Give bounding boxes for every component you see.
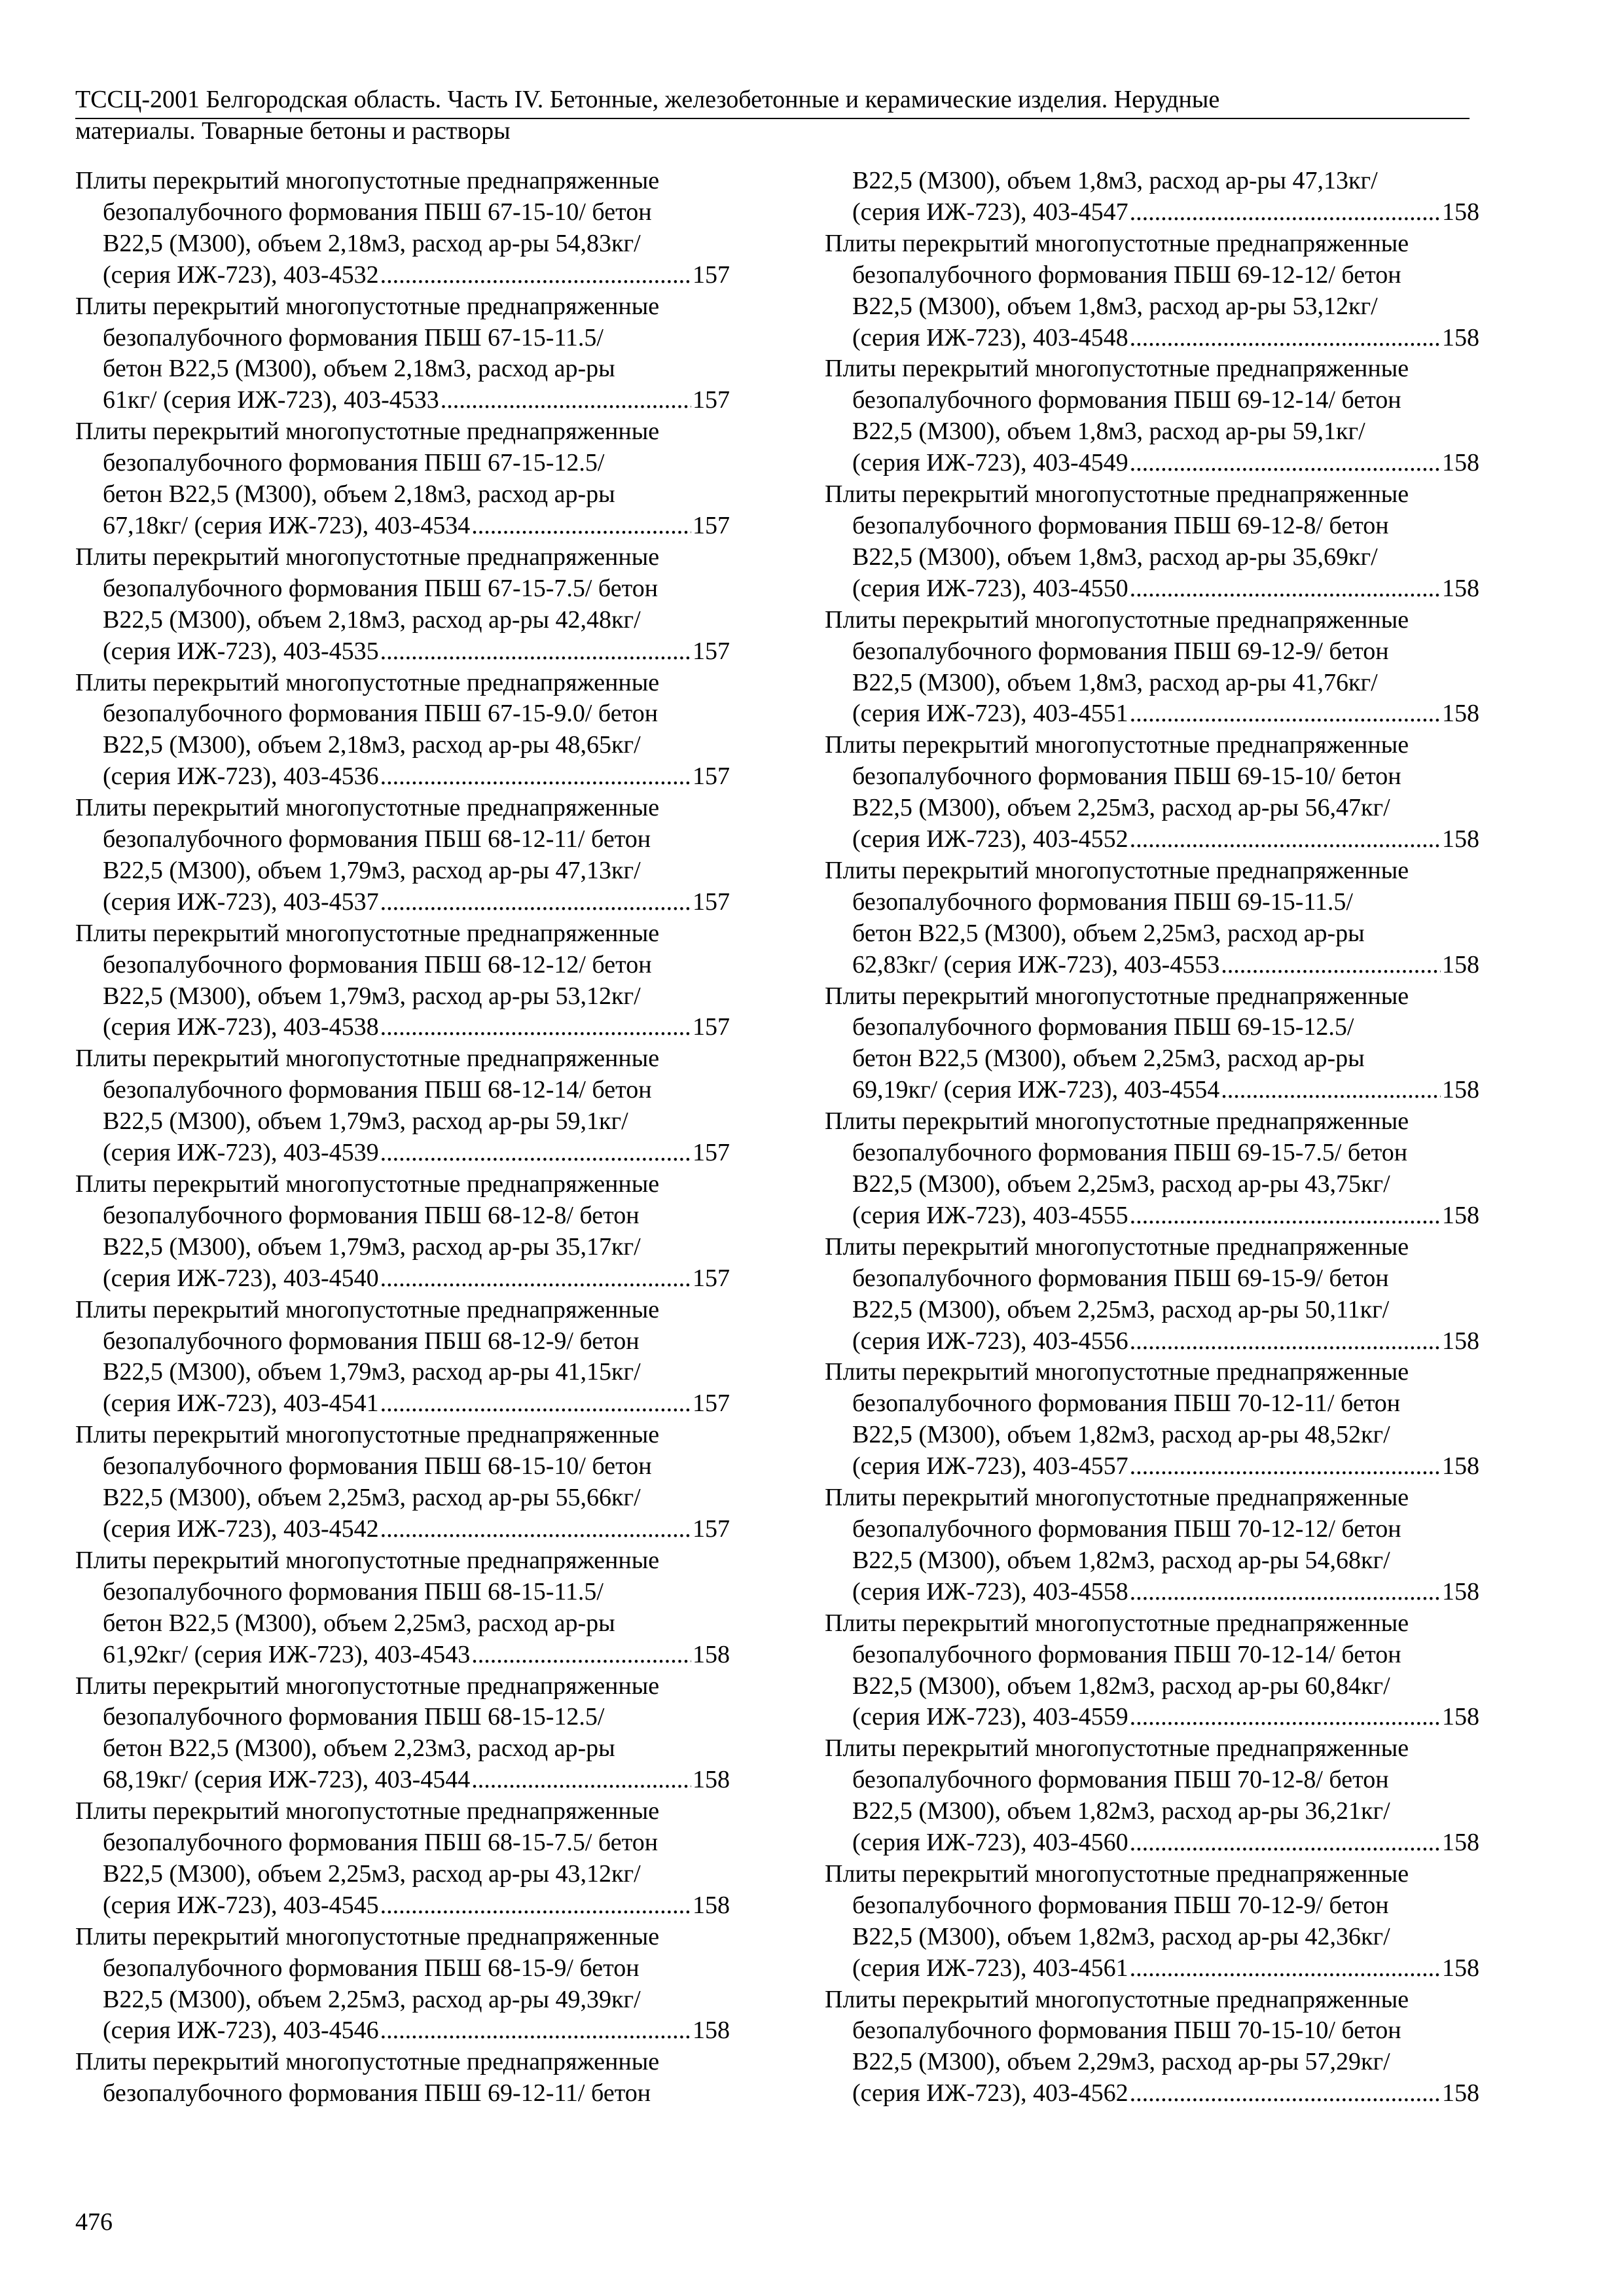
entry-last-line — [825, 323, 1479, 354]
entry-text: безопалубочного формования ПБШ 69-15-11.5/ — [852, 888, 1353, 916]
entry-text: (серия ИЖ-723), 403-4562 — [852, 2079, 1128, 2108]
entry-text: бетон В22,5 (М300), объем 2,25м3, расход ар-ры — [103, 1609, 615, 1637]
dot-leader — [380, 636, 691, 668]
entry-last-line — [75, 1514, 730, 1545]
dot-leader — [380, 2015, 691, 2047]
entry-text: В22,5 (М300), объем 2,18м3, расход ар-ры 54,83кг/ — [103, 229, 641, 257]
entry-text: безопалубочного формования ПБШ 69-12-14/ бетон — [852, 386, 1401, 414]
dot-leader — [1130, 824, 1441, 855]
entry-text: Плиты перекрытий многопустотные преднапряженные — [75, 919, 660, 947]
index-entry — [825, 1106, 1479, 1232]
entry-last-line — [75, 511, 730, 542]
entry-text: 67,18кг/ (серия ИЖ-723), 403-4534 — [103, 511, 471, 539]
index-entry — [75, 416, 730, 542]
entry-text: Плиты перекрытий многопустотные преднапряженные — [75, 1546, 660, 1574]
entry-last-line — [825, 1075, 1479, 1106]
entry-text: 68,19кг/ (серия ИЖ-723), 403-4544 — [103, 1766, 471, 1794]
entry-text: В22,5 (М300), объем 1,82м3, расход ар-ры 36,21кг/ — [852, 1797, 1390, 1825]
entry-page-ref: 157 — [693, 762, 730, 791]
entry-page-ref: 158 — [1442, 825, 1479, 853]
entry-text: (серия ИЖ-723), 403-4541 — [103, 1390, 379, 1418]
dot-leader — [380, 1388, 691, 1420]
entry-page-ref: 157 — [693, 511, 730, 539]
entry-text: Плиты перекрытий многопустотные преднапряженные — [825, 1484, 1409, 1512]
entry-page-ref: 158 — [1442, 2079, 1479, 2108]
entry-text: Плиты перекрытий многопустотные преднапряженные — [825, 1734, 1409, 1763]
entry-text: безопалубочного формования ПБШ 70-12-12/ бетон — [852, 1515, 1401, 1543]
entry-text: Плиты перекрытий многопустотные преднапряженные — [825, 1107, 1409, 1136]
entry-text: (серия ИЖ-723), 403-4535 — [103, 637, 379, 665]
entry-text: 61кг/ (серия ИЖ-723), 403-4533 — [103, 386, 439, 414]
entry-text: (серия ИЖ-723), 403-4549 — [852, 449, 1128, 477]
entry-last-line — [75, 385, 730, 416]
dot-leader — [1130, 1577, 1441, 1608]
entry-text: (серия ИЖ-723), 403-4557 — [852, 1452, 1128, 1480]
entry-last-line — [75, 1890, 730, 1922]
entry-text: безопалубочного формования ПБШ 68-12-14/ бетон — [103, 1076, 652, 1104]
entry-text: безопалубочного формования ПБШ 70-12-9/ бетон — [852, 1891, 1389, 1919]
entry-text: (серия ИЖ-723), 403-4552 — [852, 825, 1128, 853]
entry-text: (серия ИЖ-723), 403-4560 — [852, 1829, 1128, 1857]
entry-text: безопалубочного формования ПБШ 69-12-11/ бетон — [103, 2079, 651, 2108]
entry-page-ref: 157 — [693, 386, 730, 414]
entry-page-ref: 158 — [1442, 700, 1479, 728]
entry-page-ref: 158 — [693, 2017, 730, 2045]
entry-text: В22,5 (М300), объем 2,18м3, расход ар-ры 42,48кг/ — [103, 605, 641, 634]
entry-last-line — [825, 1702, 1479, 1733]
entry-text: В22,5 (М300), объем 1,79м3, расход ар-ры 47,13кг/ — [103, 856, 641, 884]
entry-page-ref: 158 — [1442, 1577, 1479, 1605]
dot-leader — [1130, 1326, 1441, 1357]
entry-last-line — [75, 761, 730, 793]
entry-page-ref: 157 — [693, 1264, 730, 1292]
entry-last-line — [825, 698, 1479, 730]
entry-page-ref: 157 — [693, 1139, 730, 1167]
entry-page-ref: 158 — [1442, 1201, 1479, 1229]
entry-text: Плиты перекрытий многопустотные преднапряженные — [825, 856, 1409, 884]
entry-text: бетон В22,5 (М300), объем 2,25м3, расход ар-ры — [852, 919, 1365, 947]
entry-text: В22,5 (М300), объем 2,25м3, расход ар-ры 43,75кг/ — [852, 1170, 1390, 1198]
dot-leader — [1130, 197, 1441, 228]
entry-text: В22,5 (М300), объем 2,25м3, расход ар-ры 43,12кг/ — [103, 1859, 641, 1888]
entry-text: (серия ИЖ-723), 403-4540 — [103, 1264, 379, 1292]
entry-text: В22,5 (М300), объем 1,79м3, расход ар-ры 53,12кг/ — [103, 982, 641, 1010]
entry-text: бетон В22,5 (М300), объем 2,18м3, расход ар-ры — [103, 355, 615, 383]
entry-text: Плиты перекрытий многопустотные преднапряженные — [825, 1859, 1409, 1888]
entry-last-line — [825, 573, 1479, 605]
entry-page-ref: 158 — [1442, 1452, 1479, 1480]
dot-leader — [1130, 448, 1441, 479]
dot-leader — [471, 1765, 691, 1796]
entry-text: безопалубочного формования ПБШ 70-12-14/ бетон — [852, 1640, 1401, 1668]
entry-last-line — [75, 260, 730, 291]
entry-text: (серия ИЖ-723), 403-4558 — [852, 1577, 1128, 1605]
entry-text: В22,5 (М300), объем 2,29м3, расход ар-ры 57,29кг/ — [852, 2048, 1390, 2076]
entry-last-line — [825, 2078, 1479, 2109]
entry-text: Плиты перекрытий многопустотные преднапряженные — [75, 1797, 660, 1825]
entry-text: Плиты перекрытий многопустотные преднапряженные — [75, 292, 660, 320]
entry-text: бетон В22,5 (М300), объем 2,23м3, расход ар-ры — [103, 1734, 615, 1763]
entry-text: Плиты перекрытий многопустотные преднапряженные — [75, 543, 660, 571]
entry-text: безопалубочного формования ПБШ 69-12-9/ бетон — [852, 637, 1389, 665]
entry-text: Плиты перекрытий многопустотные преднапряженные — [825, 1609, 1409, 1637]
entry-last-line — [825, 1577, 1479, 1608]
dot-leader — [1221, 1075, 1441, 1106]
entry-text: В22,5 (М300), объем 2,25м3, расход ар-ры 50,11кг/ — [852, 1295, 1390, 1323]
index-entry — [825, 1482, 1479, 1608]
entry-text: бетон В22,5 (М300), объем 2,25м3, расход ар-ры — [852, 1045, 1365, 1073]
dot-leader — [1130, 698, 1441, 730]
index-entry — [825, 228, 1479, 354]
entry-text: Плиты перекрытий многопустотные преднапряженные — [825, 605, 1409, 634]
index-entry — [75, 668, 730, 793]
dot-leader — [380, 1012, 691, 1043]
entry-text: бетон В22,5 (М300), объем 2,18м3, расход ар-ры — [103, 480, 615, 509]
entry-text: безопалубочного формования ПБШ 69-15-7.5/ бетон — [852, 1139, 1408, 1167]
entry-text: (серия ИЖ-723), 403-4532 — [103, 260, 379, 289]
entry-page-ref: 158 — [1442, 1076, 1479, 1104]
entry-text: Плиты перекрытий многопустотные преднапряженные — [75, 167, 660, 194]
entry-text: Плиты перекрытий многопустотные преднапряженные — [75, 1672, 660, 1700]
dot-leader — [441, 385, 691, 416]
index-entry — [825, 1733, 1479, 1859]
entry-last-line — [75, 2015, 730, 2047]
dot-leader — [1130, 1200, 1441, 1232]
entry-text: безопалубочного формования ПБШ 67-15-7.5/ бетон — [103, 574, 659, 602]
dot-leader — [1130, 1451, 1441, 1482]
entry-text: В22,5 (М300), объем 1,8м3, расход ар-ры 47,13кг/ — [852, 167, 1378, 194]
entry-text: Плиты перекрытий многопустотные преднапряженные — [825, 731, 1409, 759]
entry-text: (серия ИЖ-723), 403-4555 — [852, 1201, 1128, 1229]
entry-page-ref: 158 — [1442, 1327, 1479, 1355]
entry-text: безопалубочного формования ПБШ 70-12-8/ бетон — [852, 1766, 1389, 1794]
index-entry — [75, 291, 730, 417]
entry-page-ref: 157 — [693, 1515, 730, 1543]
entry-page-ref: 158 — [1442, 1703, 1479, 1731]
entry-last-line — [75, 1138, 730, 1169]
index-entry — [825, 855, 1479, 981]
dot-leader — [380, 1890, 691, 1922]
entry-text: безопалубочного формования ПБШ 68-12-12/ бетон — [103, 950, 652, 978]
entry-text: (серия ИЖ-723), 403-4548 — [852, 323, 1128, 351]
index-column-right — [825, 166, 1479, 2109]
dot-leader — [380, 1514, 691, 1545]
entry-page-ref: 158 — [1442, 574, 1479, 602]
index-entry — [825, 1984, 1479, 2110]
entry-text: В22,5 (М300), объем 1,82м3, расход ар-ры 60,84кг/ — [852, 1672, 1390, 1700]
entry-text: (серия ИЖ-723), 403-4545 — [103, 1891, 379, 1919]
entry-last-line — [75, 1388, 730, 1420]
index-entry — [75, 542, 730, 668]
entry-text: Плиты перекрытий многопустотные преднапряженные — [825, 1232, 1409, 1261]
entry-page-ref: 158 — [1442, 1829, 1479, 1857]
index-entry — [825, 1357, 1479, 1482]
entry-text: В22,5 (М300), объем 1,8м3, расход ар-ры 53,12кг/ — [852, 292, 1378, 320]
index-entry — [75, 1295, 730, 1420]
entry-last-line — [75, 1765, 730, 1796]
entry-text: (серия ИЖ-723), 403-4551 — [852, 700, 1128, 728]
dot-leader — [1130, 1953, 1441, 1984]
dot-leader — [380, 761, 691, 793]
entry-text: Плиты перекрытий многопустотные преднапряженные — [75, 1421, 660, 1449]
entry-text: (серия ИЖ-723), 403-4556 — [852, 1327, 1128, 1355]
entry-text: (серия ИЖ-723), 403-4546 — [103, 2017, 379, 2045]
index-entry — [75, 1169, 730, 1295]
entry-text: Плиты перекрытий многопустотные преднапряженные — [75, 1295, 660, 1323]
dot-leader — [1130, 573, 1441, 605]
entry-text: Плиты перекрытий многопустотные преднапряженные — [75, 794, 660, 822]
index-entry — [75, 1922, 730, 2047]
entry-text: безопалубочного формования ПБШ 68-15-9/ бетон — [103, 1954, 640, 1982]
index-entry — [825, 1859, 1479, 1984]
entry-text: Плиты перекрытий многопустотные преднапряженные — [75, 418, 660, 446]
index-entry — [75, 1043, 730, 1169]
running-header — [75, 85, 1470, 145]
dot-leader — [471, 511, 691, 542]
entry-text: Плиты перекрытий многопустотные преднапряженные — [825, 229, 1409, 257]
entry-text: Плиты перекрытий многопустотные преднапряженные — [825, 1358, 1409, 1386]
index-entry — [75, 793, 730, 918]
entry-text: (серия ИЖ-723), 403-4539 — [103, 1139, 379, 1167]
entry-text: В22,5 (М300), объем 1,82м3, расход ар-ры 42,36кг/ — [852, 1922, 1390, 1950]
entry-last-line — [825, 1827, 1479, 1859]
entry-page-ref: 158 — [693, 1891, 730, 1919]
entry-text: Плиты перекрытий многопустотные преднапряженные — [75, 1045, 660, 1073]
entry-text: безопалубочного формования ПБШ 69-15-12.5/ — [852, 1013, 1354, 1041]
index-entry — [825, 353, 1479, 479]
entry-text: безопалубочного формования ПБШ 67-15-10/ бетон — [103, 198, 652, 226]
entry-last-line — [825, 197, 1479, 228]
entry-text: В22,5 (М300), объем 2,25м3, расход ар-ры 55,66кг/ — [103, 1484, 641, 1512]
dot-leader — [1130, 1827, 1441, 1859]
index-entry — [825, 166, 1479, 228]
dot-leader — [471, 1640, 691, 1671]
entry-text: (серия ИЖ-723), 403-4561 — [852, 1954, 1128, 1982]
entry-last-line — [75, 636, 730, 668]
index-entry — [825, 479, 1479, 605]
index-entry — [75, 1796, 730, 1922]
dot-leader — [1130, 323, 1441, 354]
entry-last-line — [75, 1640, 730, 1671]
entry-text: безопалубочного формования ПБШ 68-15-7.5/ бетон — [103, 1829, 659, 1857]
index-entry — [825, 1232, 1479, 1357]
entry-text: (серия ИЖ-723), 403-4547 — [852, 198, 1128, 226]
entry-last-line — [825, 448, 1479, 479]
entry-page-ref: 158 — [1442, 198, 1479, 226]
entry-text: безопалубочного формования ПБШ 68-15-11.5/ — [103, 1577, 604, 1605]
entry-text: безопалубочного формования ПБШ 68-15-10/ бетон — [103, 1452, 652, 1480]
index-entry — [75, 1545, 730, 1671]
entry-text: Плиты перекрытий многопустотные преднапряженные — [75, 1922, 660, 1950]
index-entry — [825, 1608, 1479, 1734]
entry-text: безопалубочного формования ПБШ 68-15-12.5/ — [103, 1703, 605, 1731]
entry-text: безопалубочного формования ПБШ 68-12-11/ бетон — [103, 825, 651, 853]
running-header-line-1: ТССЦ-2001 Белгородская область. Часть IV. Бетонные, железобетонные и керамические изделия. Нерудные — [75, 86, 1220, 113]
entry-text: 69,19кг/ (серия ИЖ-723), 403-4554 — [852, 1076, 1220, 1104]
entry-page-ref: 158 — [1442, 323, 1479, 351]
index-entry — [825, 981, 1479, 1107]
entry-text: Плиты перекрытий многопустотные преднапряженные — [825, 355, 1409, 383]
index-entry — [75, 918, 730, 1044]
entry-last-line — [825, 1200, 1479, 1232]
index-column-left — [75, 166, 730, 2109]
entry-page-ref: 158 — [1442, 1954, 1479, 1982]
dot-leader — [380, 1138, 691, 1169]
entry-text: безопалубочного формования ПБШ 69-12-12/ бетон — [852, 260, 1401, 289]
entry-text: В22,5 (М300), объем 1,82м3, расход ар-ры 54,68кг/ — [852, 1546, 1390, 1574]
entry-text: Плиты перекрытий многопустотные преднапряженные — [825, 480, 1409, 509]
entry-text: (серия ИЖ-723), 403-4542 — [103, 1515, 379, 1543]
entry-text: Плиты перекрытий многопустотные преднапряженные — [825, 982, 1409, 1010]
entry-text: безопалубочного формования ПБШ 68-12-9/ бетон — [103, 1327, 640, 1355]
entry-text: 61,92кг/ (серия ИЖ-723), 403-4543 — [103, 1640, 471, 1668]
entry-last-line — [825, 824, 1479, 855]
index-entry — [825, 730, 1479, 855]
dot-leader — [1130, 1702, 1441, 1733]
entry-last-line — [75, 1012, 730, 1043]
entry-text: безопалубочного формования ПБШ 67-15-11.5/ — [103, 323, 604, 351]
entry-text: В22,5 (М300), объем 1,79м3, расход ар-ры 41,15кг/ — [103, 1358, 641, 1386]
entry-last-line — [825, 950, 1479, 981]
entry-text: В22,5 (М300), объем 1,82м3, расход ар-ры 48,52кг/ — [852, 1421, 1390, 1449]
entry-last-line — [825, 1451, 1479, 1482]
entry-text: Плиты перекрытий многопустотные преднапряженные — [825, 1985, 1409, 2013]
entry-text: (серия ИЖ-723), 403-4536 — [103, 762, 379, 791]
entry-text: Плиты перекрытий многопустотные преднапряженные — [75, 668, 660, 696]
entry-text: Плиты перекрытий многопустотные преднапряженные — [75, 1170, 660, 1198]
index-entry — [75, 2047, 730, 2109]
entry-text: В22,5 (М300), объем 1,8м3, расход ар-ры 35,69кг/ — [852, 543, 1378, 571]
index-entry — [75, 1420, 730, 1545]
entry-page-ref: 158 — [693, 1766, 730, 1794]
entry-text: (серия ИЖ-723), 403-4538 — [103, 1013, 379, 1041]
entry-page-ref: 158 — [1442, 449, 1479, 477]
dot-leader — [1130, 2078, 1441, 2109]
entry-page-ref: 157 — [693, 1013, 730, 1041]
dot-leader — [1221, 950, 1441, 981]
entry-last-line — [825, 1326, 1479, 1357]
dot-leader — [380, 887, 691, 918]
entry-text: В22,5 (М300), объем 1,8м3, расход ар-ры 41,76кг/ — [852, 668, 1378, 696]
entry-page-ref: 157 — [693, 888, 730, 916]
entry-text: безопалубочного формования ПБШ 67-15-9.0/ бетон — [103, 700, 659, 728]
entry-text: В22,5 (М300), объем 2,18м3, расход ар-ры 48,65кг/ — [103, 731, 641, 759]
entry-last-line — [75, 887, 730, 918]
entry-text: В22,5 (М300), объем 2,25м3, расход ар-ры 49,39кг/ — [103, 1985, 641, 2013]
index-entry — [75, 1671, 730, 1797]
entry-text: Плиты перекрытий многопустотные преднапряженные — [75, 2048, 660, 2076]
entry-text: безопалубочного формования ПБШ 70-12-11/ бетон — [852, 1390, 1401, 1418]
entry-text: В22,5 (М300), объем 2,25м3, расход ар-ры 56,47кг/ — [852, 794, 1390, 822]
entry-text: безопалубочного формования ПБШ 69-15-9/ бетон — [852, 1264, 1389, 1292]
entry-text: 62,83кг/ (серия ИЖ-723), 403-4553 — [852, 950, 1220, 978]
page-number: 476 — [75, 2208, 113, 2236]
running-header-line-2: материалы. Товарные бетоны и растворы — [75, 117, 511, 145]
entry-page-ref: 158 — [693, 1640, 730, 1668]
entry-text: В22,5 (М300), объем 1,8м3, расход ар-ры 59,1кг/ — [852, 418, 1365, 446]
entry-last-line — [75, 1263, 730, 1295]
header-rule — [75, 118, 1470, 119]
entry-text: В22,5 (М300), объем 1,79м3, расход ар-ры 59,1кг/ — [103, 1107, 628, 1136]
entry-page-ref: 157 — [693, 260, 730, 289]
entry-text: (серия ИЖ-723), 403-4550 — [852, 574, 1128, 602]
dot-leader — [380, 1263, 691, 1295]
entry-last-line — [825, 1953, 1479, 1984]
index-entry — [825, 605, 1479, 730]
entry-text: безопалубочного формования ПБШ 70-15-10/ бетон — [852, 2017, 1401, 2045]
entry-page-ref: 157 — [693, 1390, 730, 1418]
entry-page-ref: 158 — [1442, 950, 1479, 978]
entry-page-ref: 157 — [693, 637, 730, 665]
entry-text: В22,5 (М300), объем 1,79м3, расход ар-ры 35,17кг/ — [103, 1232, 641, 1261]
entry-text: безопалубочного формования ПБШ 67-15-12.5/ — [103, 449, 605, 477]
index-entry — [75, 166, 730, 291]
entry-text: (серия ИЖ-723), 403-4537 — [103, 888, 379, 916]
entry-text: безопалубочного формования ПБШ 69-15-10/ бетон — [852, 762, 1401, 791]
entry-text: безопалубочного формования ПБШ 68-12-8/ бетон — [103, 1201, 640, 1229]
dot-leader — [380, 260, 691, 291]
entry-text: безопалубочного формования ПБШ 69-12-8/ бетон — [852, 511, 1389, 539]
entry-text: (серия ИЖ-723), 403-4559 — [852, 1703, 1128, 1731]
